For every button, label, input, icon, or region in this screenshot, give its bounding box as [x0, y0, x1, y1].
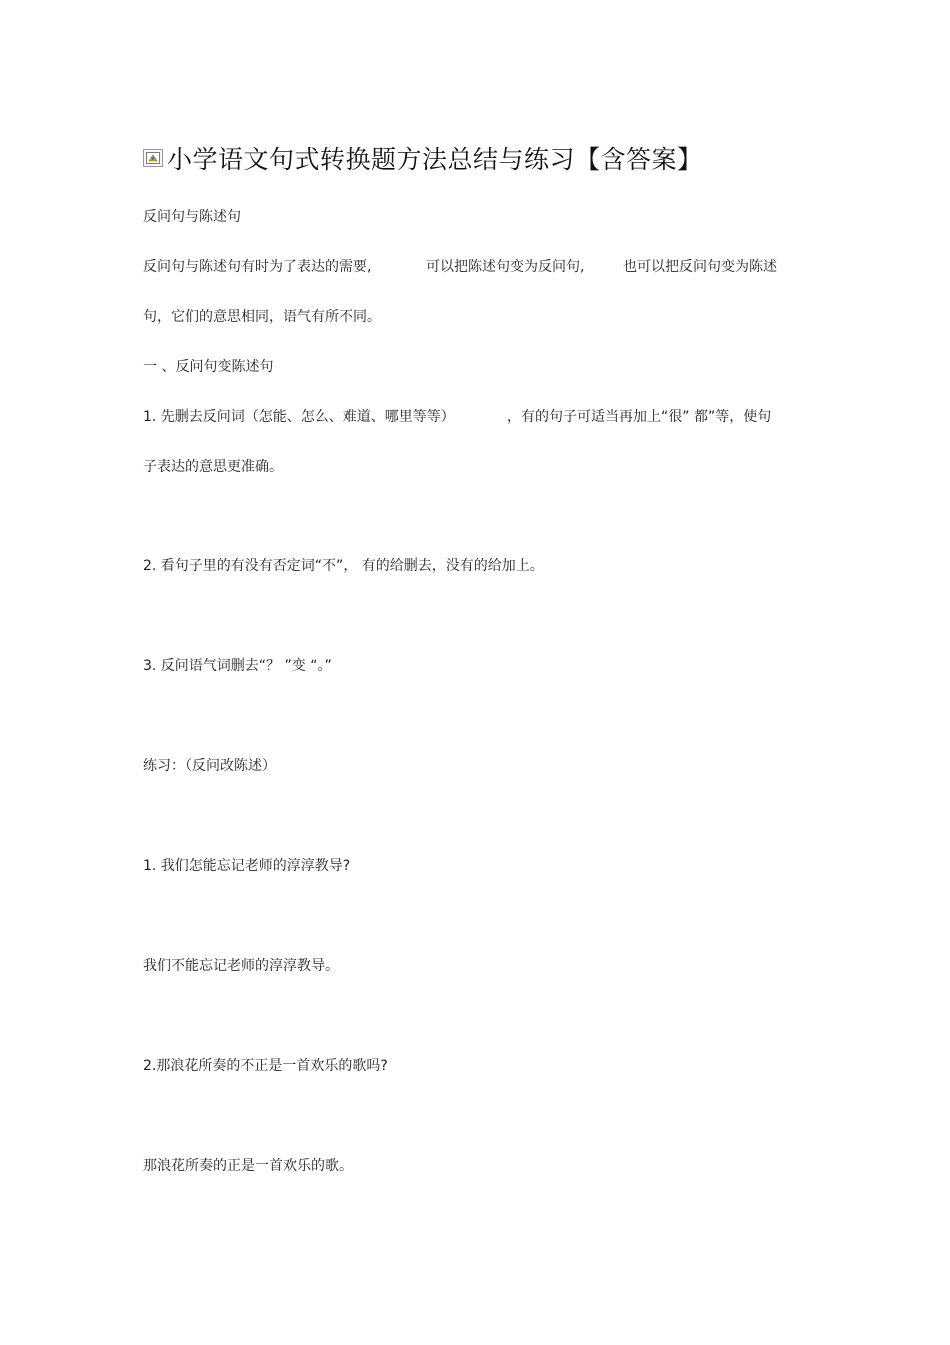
step-3: 3. 反问语气词删去“？ ”变 “。”	[143, 658, 332, 674]
step-1-part-a: 1. 先删去反问词（怎能、怎么、难道、哪里等等）	[143, 409, 455, 425]
step-2: 2. 看句子里的有没有否定词“不”， 有的给删去，没有的给加上。	[143, 558, 544, 574]
document-title: 小学语文句式转换题方法总结与练习【含答案】	[167, 145, 703, 174]
practice-answer-2: 那浪花所奏的正是一首欢乐的歌。	[143, 1158, 353, 1174]
intro-part-1: 反问句与陈述句有时为了表达的需要,	[143, 259, 372, 275]
practice-answer-1: 我们不能忘记老师的淳淳教导。	[143, 958, 339, 974]
broken-image-icon	[143, 149, 163, 167]
subtitle: 反问句与陈述句	[143, 209, 241, 225]
section-heading: 一 、反问句变陈述句	[143, 359, 274, 375]
title-row	[143, 140, 703, 176]
step-1-continuation: 子表达的意思更准确。	[143, 459, 283, 475]
intro-line-2: 句，它们的意思相同，语气有所不同。	[143, 309, 381, 325]
step-1-part-b: ，有的句子可适当再加上“很” 都”等，使句	[507, 409, 772, 425]
intro-part-3: 也可以把反问句变为陈述	[623, 259, 777, 275]
practice-heading: 练习：（反问改陈述）	[143, 758, 276, 774]
intro-part-2: 可以把陈述句变为反问句,	[426, 259, 585, 275]
practice-question-1: 1. 我们怎能忘记老师的淳淳教导?	[143, 858, 351, 874]
practice-question-2: 2.那浪花所奏的不正是一首欢乐的歌吗?	[143, 1058, 388, 1074]
